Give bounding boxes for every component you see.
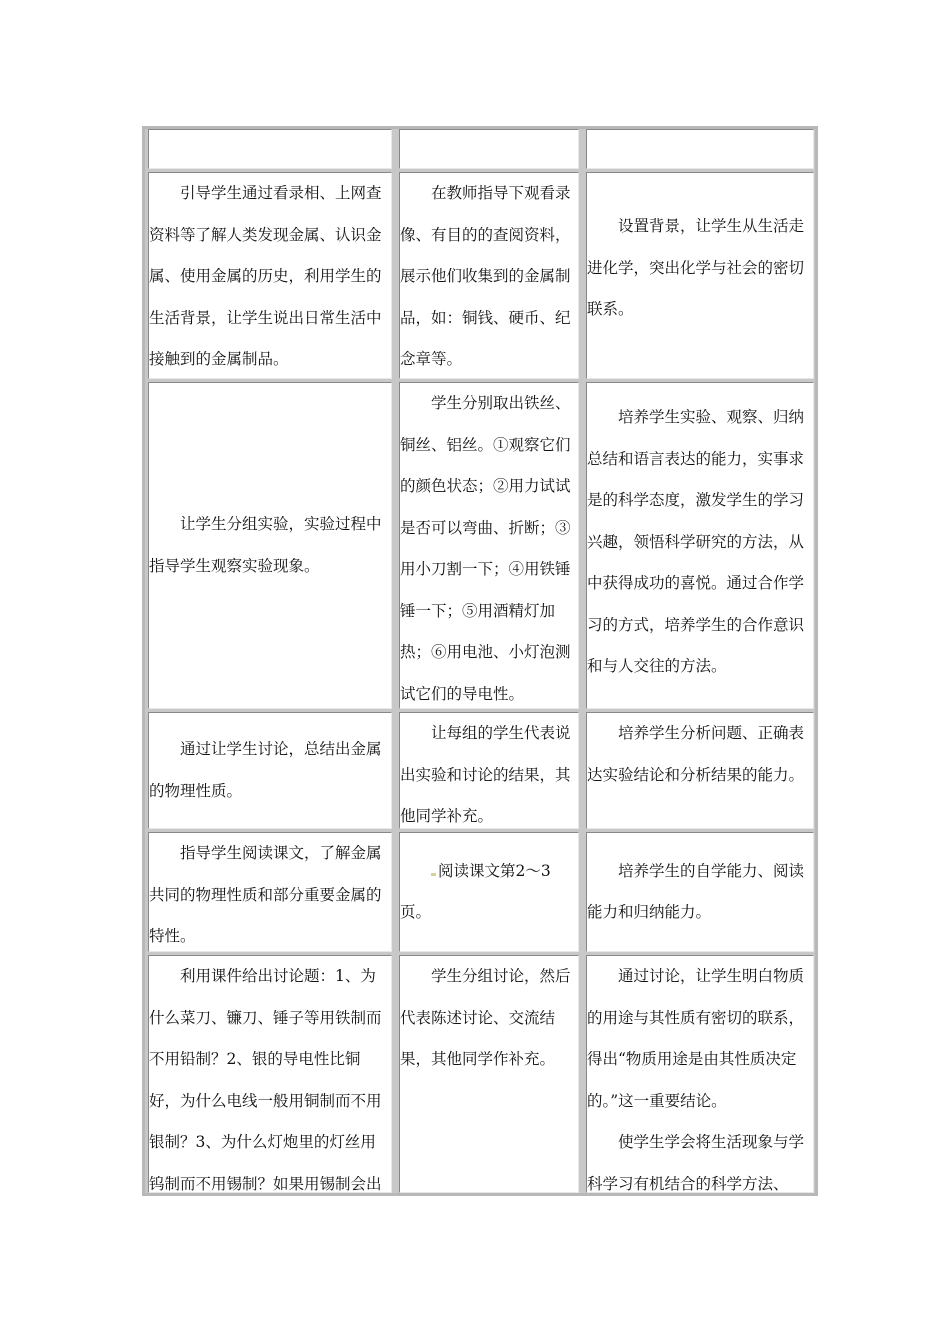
table-row — [145, 172, 815, 379]
table-row — [145, 712, 815, 829]
teacher-activity-cell: 引导学生通过看录相、上网查资料等了解人类发现金属、认识金属、使用金属的历史，利用学生的生活背景，让学生说出日常生活中接触到的金属制品。 — [148, 172, 392, 379]
student-activity-cell: 阅读课文第2～3页。 — [399, 832, 579, 952]
design-purpose-cell: 培养学生的自学能力、阅读能力和归纳能力。 — [586, 832, 814, 952]
table-row — [145, 832, 815, 952]
student-activity-cell: 在教师指导下观看录像、有目的的查阅资料，展示他们收集到的金属制品，如：铜钱、硬币、纪念章等。 — [399, 172, 579, 379]
table-header-row — [145, 129, 815, 169]
design-purpose-cell: 培养学生分析问题、正确表达实验结论和分析结果的能力。 — [586, 712, 814, 829]
design-purpose-cell: 通过讨论，让学生明白物质的用途与其性质有密切的联系，得出“物质用途是由其性质决定的。”这一重要结论。 使学生学会将生活现象与学科学习有机结合的科学方法、 — [586, 955, 814, 1193]
header-cell-teacher — [148, 129, 392, 169]
teacher-activity-cell: 让学生分组实验，实验过程中指导学生观察实验现象。 — [148, 382, 392, 709]
lesson-plan-table — [142, 126, 818, 1196]
design-purpose-cell: 设置背景，让学生从生活走进化学，突出化学与社会的密切联系。 — [586, 172, 814, 379]
student-activity-cell: 学生分组讨论，然后代表陈述讨论、交流结果，其他同学作补充。 — [399, 955, 579, 1193]
student-activity-cell: 学生分别取出铁丝、铜丝、铝丝。①观察它们的颜色状态；②用力试试是否可以弯曲、折断；③用小刀割一下；④用铁锤锤一下；⑤用酒精灯加热；⑥用电池、小灯泡测试它们的导电性。 — [399, 382, 579, 709]
header-cell-purpose — [586, 129, 814, 169]
student-activity-cell: 让每组的学生代表说出实验和讨论的结果，其他同学补充。 — [399, 712, 579, 829]
table-row — [145, 382, 815, 709]
design-purpose-cell: 培养学生实验、观察、归纳总结和语言表达的能力，实事求是的科学态度，激发学生的学习兴趣，领悟科学研究的方法，从中获得成功的喜悦。通过合作学习的方式，培养学生的合作意识和与人交往的方法。 — [586, 382, 814, 709]
teacher-activity-cell: 通过让学生讨论，总结出金属的物理性质。 — [148, 712, 392, 829]
teacher-activity-cell: 指导学生阅读课文，了解金属共同的物理性质和部分重要金属的特性。 — [148, 832, 392, 952]
table-row — [145, 955, 815, 1193]
teacher-activity-cell: 利用课件给出讨论题：1、为什么菜刀、镰刀、锤子等用铁制而不用铅制？2、银的导电性比铜好，为什么电线一般用铜制而不用银制？3、为什么灯炮里的灯丝用钨制而不用锡制？如果用锡制会出 — [148, 955, 392, 1193]
header-cell-student — [399, 129, 579, 169]
highlight-marker — [431, 873, 436, 876]
